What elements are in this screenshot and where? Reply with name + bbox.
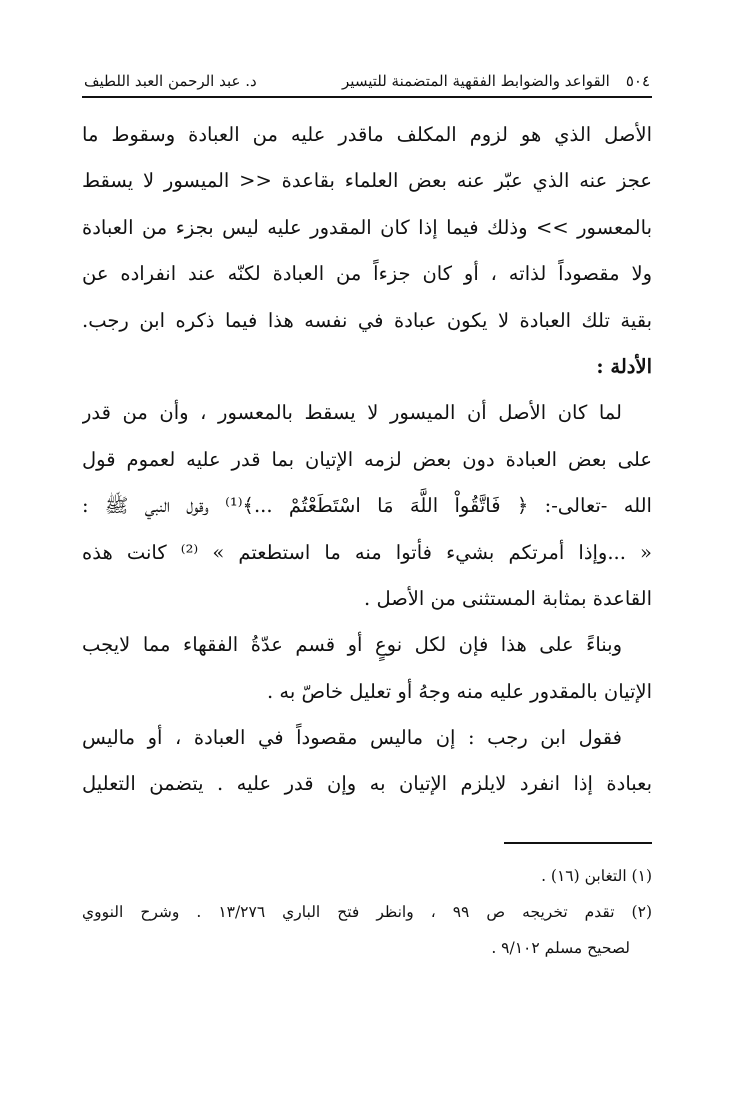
footnotes	[82, 858, 652, 966]
text-line: « ...وإذا أمرتكم بشيء فأتوا منه ما استطعتم » ⁽²⁾ كانت هذه	[82, 540, 652, 564]
header-right	[342, 72, 650, 90]
running-header	[82, 56, 652, 94]
page-number: ٥٠٤	[625, 72, 650, 90]
text-line: الله -تعالى-: ﴿ فَاتَّقُواْ اللَّهَ مَا اسْتَطَعْتُمْ ...﴾⁽¹⁾ وقول النبي ﷺ :	[82, 494, 652, 518]
text-line: الأصل الذي هو لزوم المكلف ماقدر عليه من العبادة وسقوط ما	[82, 123, 652, 146]
book-title: القواعد والضوابط الفقهية المتضمنة للتيسير	[342, 72, 610, 90]
text-line: بقية تلك العبادة لا يكون عبادة في نفسه هذا فيما ذكره ابن رجب.	[82, 308, 652, 332]
text-line: ولا مقصوداً لذاته ، أو كان جزءاً من العبادة لكنّه عند انفراده عن	[82, 262, 652, 286]
text-line: لما كان الأصل أن الميسور لا يسقط بالمعسور ، وأن من قدر	[82, 401, 622, 425]
text-line: الإتيان بالمقدور عليه منه وجهُ أو تعليل خاصّ به .	[267, 679, 652, 703]
body-text	[82, 112, 652, 808]
book-page	[82, 56, 652, 1076]
text-line: بالمعسور >> وذلك فيما إذا كان المقدور عليه ليس بجزء من العبادة	[82, 215, 652, 239]
text-line: وبناءً على هذا فإن لكل نوعٍ أو قسم عدّةُ الفقهاء مما لايجب	[82, 633, 622, 657]
text-line: القاعدة بمثابة المستثنى من الأصل .	[364, 586, 652, 610]
author-name: د. عبد الرحمن العبد اللطيف	[84, 72, 257, 90]
footnote-2: (٢) تقدم تخريجه ص ٩٩ ، وانظر فتح الباري ١٣/٢٧٦ . وشرح النووي	[82, 902, 652, 921]
text-line: عجز عنه الذي عبّر عنه بعض العلماء بقاعدة << الميسور لا يسقط	[82, 169, 652, 193]
section-heading: الأدلة :	[596, 354, 652, 378]
footnote-2-continuation: لصحيح مسلم ٩/١٠٢ .	[491, 938, 630, 957]
text-line: بعبادة إذا انفرد لايلزم الإتيان به وإن قدر عليه . يتضمن التعليل	[82, 772, 652, 796]
footnote-rule	[504, 842, 652, 844]
header-rule	[82, 96, 652, 98]
text-line: على بعض العبادة دون بعض لزمه الإتيان بما قدر عليه لعموم قول	[82, 447, 652, 471]
footnote-1: (١) التغابن (١٦) .	[541, 866, 652, 885]
text-line: فقول ابن رجب : إن ماليس مقصوداً في العبادة ، أو ماليس	[82, 726, 622, 750]
